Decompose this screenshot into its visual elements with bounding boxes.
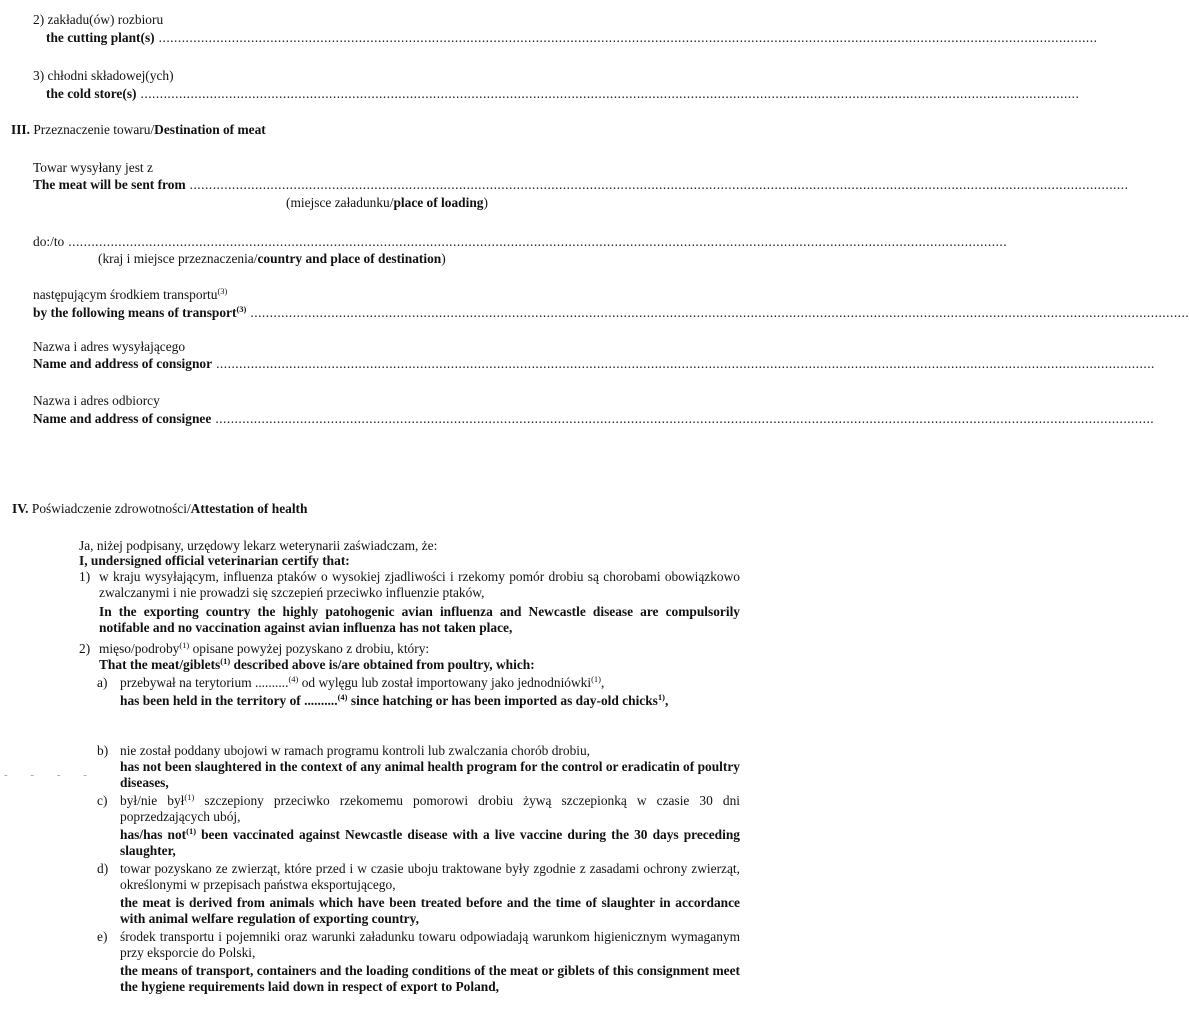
item-b-text-en: has not been slaughtered in the context of any animal health program for the control or eradicatin of poultry diseases, — [120, 759, 740, 790]
cold-store-field[interactable] — [46, 86, 1080, 102]
place-of-loading-caption-en: place of loading — [393, 195, 484, 210]
item-a-text-pl-2: od wylęgu lub został importowany jako jednodniówki — [298, 675, 592, 690]
consignor-label-en: Name and address of consignor — [33, 356, 213, 371]
item-a-text-pl — [120, 675, 740, 691]
cold-store-label-en: the cold store(s) — [46, 86, 137, 101]
item-a-text-en-1: has been held in the territory of .......... — [120, 693, 338, 708]
section-iv-number: IV. — [12, 501, 29, 516]
item-e-text-pl: środek transportu i pojemniki oraz warunki załadunku towaru odpowiadają warunkom higienicznym wymaganym przy eksporcie do Polski, — [120, 929, 740, 960]
item-2-number: 2) — [79, 641, 91, 656]
footnote-ref: (1) — [179, 640, 190, 650]
item-c-text-pl — [120, 793, 740, 825]
cold-store-label-pl: 3) chłodni składowej(ych) — [33, 68, 174, 83]
consignor-field[interactable] — [33, 356, 1155, 372]
consignor-label-pl: Nazwa i adres wysyłającego — [33, 339, 186, 354]
item-b-letter: b) — [97, 743, 109, 758]
item-2-text-pl-b: opisane powyżej pozyskano z drobiu, który: — [189, 641, 430, 656]
attestation-intro-en: I, undersigned official veterinarian certify that: — [79, 553, 350, 568]
footnote-ref: 1) — [657, 692, 665, 702]
fill-dots: .................................................................................................................................................................................................................................................... — [215, 411, 1155, 426]
cutting-plant-field[interactable] — [46, 30, 1098, 46]
item-a-text-pl-1: przebywał na terytorium .......... — [120, 675, 289, 690]
section-iv-title-pl: Poświadczenie zdrowotności/ — [31, 501, 191, 516]
item-a-text-pl-3: , — [601, 675, 605, 690]
section-iv-heading — [12, 501, 307, 517]
item-c-text-en-1: has/has not — [120, 827, 187, 842]
destination-caption — [98, 251, 446, 267]
meat-sent-from-label-en: The meat will be sent from — [33, 177, 186, 192]
consignee-label-en: Name and address of consignee — [33, 411, 212, 426]
item-d-letter: d) — [97, 861, 109, 876]
footnote-ref: (1) — [220, 656, 231, 666]
item-2-text-pl-a: mięso/podroby — [99, 641, 180, 656]
section-iii-heading — [11, 122, 266, 138]
item-1-number: 1) — [79, 569, 91, 584]
footnote-ref: (3) — [217, 286, 228, 296]
item-e-letter: e) — [97, 929, 108, 944]
item-c-text-pl-1: był/nie był — [120, 793, 185, 808]
footnote-ref: (1) — [186, 826, 197, 836]
item-a-text-en-2: since hatching or has been imported as day-old chicks — [347, 693, 658, 708]
destination-caption-pl: (kraj i miejsce przeznaczenia/ — [98, 251, 258, 266]
footnote-ref: (3) — [236, 304, 247, 314]
section-iii-number: III. — [11, 122, 30, 137]
item-e-text-en: the means of transport, containers and the loading conditions of the meat or giblets of this consignment meet the hygiene requirements laid down in respect of export to Poland, — [120, 963, 740, 994]
item-1-text-pl: w kraju wysyłającym, influenza ptaków o wysokiej zjadliwości i rzekomy pomór drobiu są chorobami obowiązkowo zwalczanymi i nie prowadzi się szczepień przeciwko influenzie ptaków, — [99, 569, 740, 600]
item-2-text-en — [99, 657, 535, 673]
fill-dots: .................................................................................................................................................................................................................................................... — [189, 177, 1129, 192]
consignee-label-pl: Nazwa i adres odbiorcy — [33, 393, 160, 408]
destination-label: do:/to — [33, 234, 65, 249]
item-2-text-pl — [99, 641, 429, 657]
transport-label-en-text: by the following means of transport — [33, 305, 237, 320]
transport-label-en — [33, 305, 246, 321]
destination-field[interactable] — [33, 234, 1008, 250]
place-of-loading-caption-close: ) — [483, 195, 488, 210]
transport-field[interactable] — [33, 304, 1189, 321]
place-of-loading-caption-pl: (miejsce załadunku/ — [286, 195, 394, 210]
cutting-plant-label-pl: 2) zakładu(ów) rozbioru — [33, 12, 164, 27]
item-d-text-pl: towar pozyskano ze zwierząt, które przed i w czasie uboju traktowane były zgodnie z zasadami ochrony zwierząt, określonymi w przepisach państwa eksportującego, — [120, 861, 740, 892]
item-c-text-pl-2: szczepiony przeciwko rzekomemu pomorowi drobiu żywą szczepionką w czasie 30 dni poprzedzających ubój, — [120, 793, 740, 824]
meat-sent-from-field[interactable] — [33, 177, 1129, 193]
item-a-text-en — [120, 693, 740, 709]
item-a-letter: a) — [97, 675, 108, 690]
footnote-ref: (4) — [288, 674, 299, 684]
footnote-ref: (1) — [184, 792, 195, 802]
cutting-plant-label-en: the cutting plant(s) — [46, 30, 155, 45]
item-a-text-en-3: , — [664, 693, 669, 708]
attestation-intro-pl: Ja, niżej podpisany, urzędowy lekarz weterynarii zaświadczam, że: — [79, 538, 438, 553]
fill-dots: .................................................................................................................................................................................................................................................... — [68, 234, 1008, 249]
fill-dots: .................................................................................................................................................................................................................................................... — [216, 356, 1155, 371]
meat-sent-from-label-pl: Towar wysyłany jest z — [33, 160, 153, 175]
section-iii-title-en: Destination of meat — [154, 122, 266, 137]
destination-caption-close: ) — [441, 251, 446, 266]
item-c-text-en — [120, 827, 740, 859]
consignee-field[interactable] — [33, 411, 1155, 427]
footnote-ref: (1) — [591, 674, 601, 684]
fill-dots: .................................................................................................................................................................................................................................................... — [158, 30, 1098, 45]
fill-dots: .................................................................................................................................................................................................................................................... — [140, 86, 1080, 101]
section-iv-title-en: Attestation of health — [190, 501, 308, 516]
item-b-text-pl: nie został poddany ubojowi w ramach programu kontroli lub zwalczania chorób drobiu, — [120, 743, 591, 758]
item-c-text-en-2: been vaccinated against Newcastle disease with a live vaccine during the 30 days preceding slaughter, — [120, 827, 740, 858]
item-2-text-en-b: described above is/are obtained from poultry, which: — [230, 657, 535, 672]
transport-label-pl — [33, 287, 227, 303]
section-iii-title-pl: Przeznaczenie towaru/ — [33, 122, 155, 137]
item-1-text-en: In the exporting country the highly patohogenic avian influenza and Newcastle disease are compulsorily notifable and no vaccination against avian influenza has not taken place, — [99, 604, 740, 635]
fill-dots: .................................................................................................................................................................................................................................................... — [250, 305, 1189, 320]
item-c-letter: c) — [97, 793, 108, 808]
transport-label-pl-text: następującym środkiem transportu — [33, 287, 218, 302]
footnote-ref: (4) — [337, 692, 348, 702]
place-of-loading-caption — [286, 195, 488, 211]
margin-marks: - - - - — [4, 769, 97, 781]
destination-caption-en: country and place of destination — [257, 251, 442, 266]
item-2-text-en-a: That the meat/giblets — [99, 657, 221, 672]
item-d-text-en: the meat is derived from animals which have been treated before and the time of slaughter in accordance with animal welfare regulation of exporting country, — [120, 895, 740, 926]
